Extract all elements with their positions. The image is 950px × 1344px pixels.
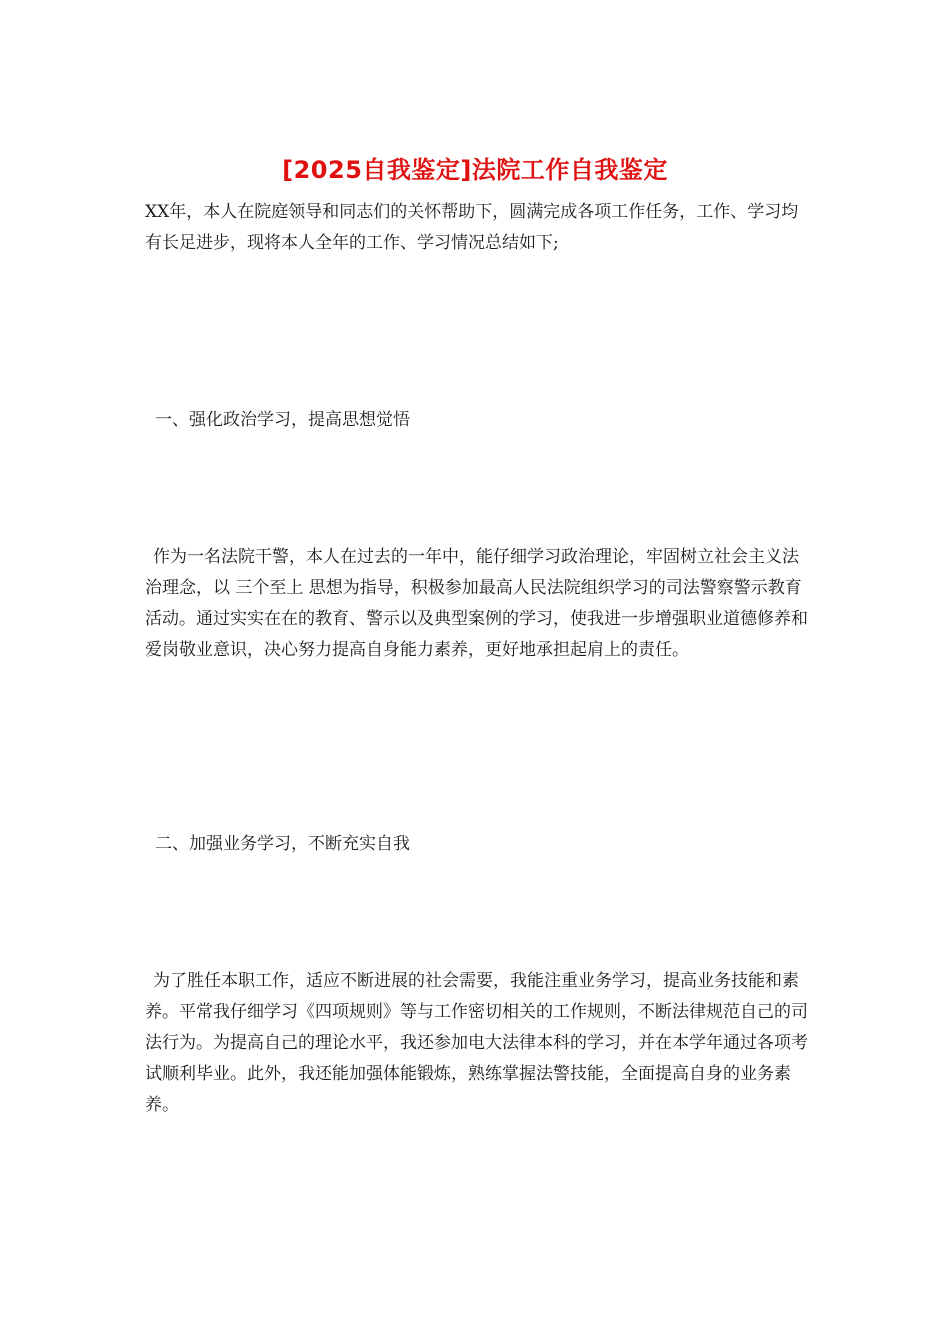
- intro-paragraph: XX年，本人在院庭领导和同志们的关怀帮助下，圆满完成各项工作任务，工作、学习均有长足进步，现将本人全年的工作、学习情况总结如下;: [145, 202, 799, 253]
- section-2-heading: 二、加强业务学习，不断充实自我: [155, 834, 410, 854]
- section-2-body: 为了胜任本职工作，适应不断进展的社会需要，我能注重业务学习，提高业务技能和素养。平常我仔细学习《四项规则》等与工作密切相关的工作规则，不断法律规范自己的司法行为。为提高自己的理论水平，我还参加电大法律本科的学习，并在本学年通过各项考试顺利毕业。此外，我还能加强体能锻炼，熟练掌握法警技能，全面提高自身的业务素养。: [145, 971, 808, 1115]
- document-title: [2025自我鉴定]法院工作自我鉴定: [282, 156, 668, 184]
- section-1-body: 作为一名法院干警，本人在过去的一年中，能仔细学习政治理论，牢固树立社会主义法治理念，以 三个至上 思想为指导，积极参加最高人民法院组织学习的司法警察警示教育活动。通过实实在在的教育、警示以及典型案例的学习，使我进一步增强职业道德修养和爱岗敬业意识，决心努力提高自身能力素养，更好地承担起肩上的责任。: [145, 547, 808, 660]
- section-1-heading: 一、强化政治学习，提高思想觉悟: [155, 410, 410, 430]
